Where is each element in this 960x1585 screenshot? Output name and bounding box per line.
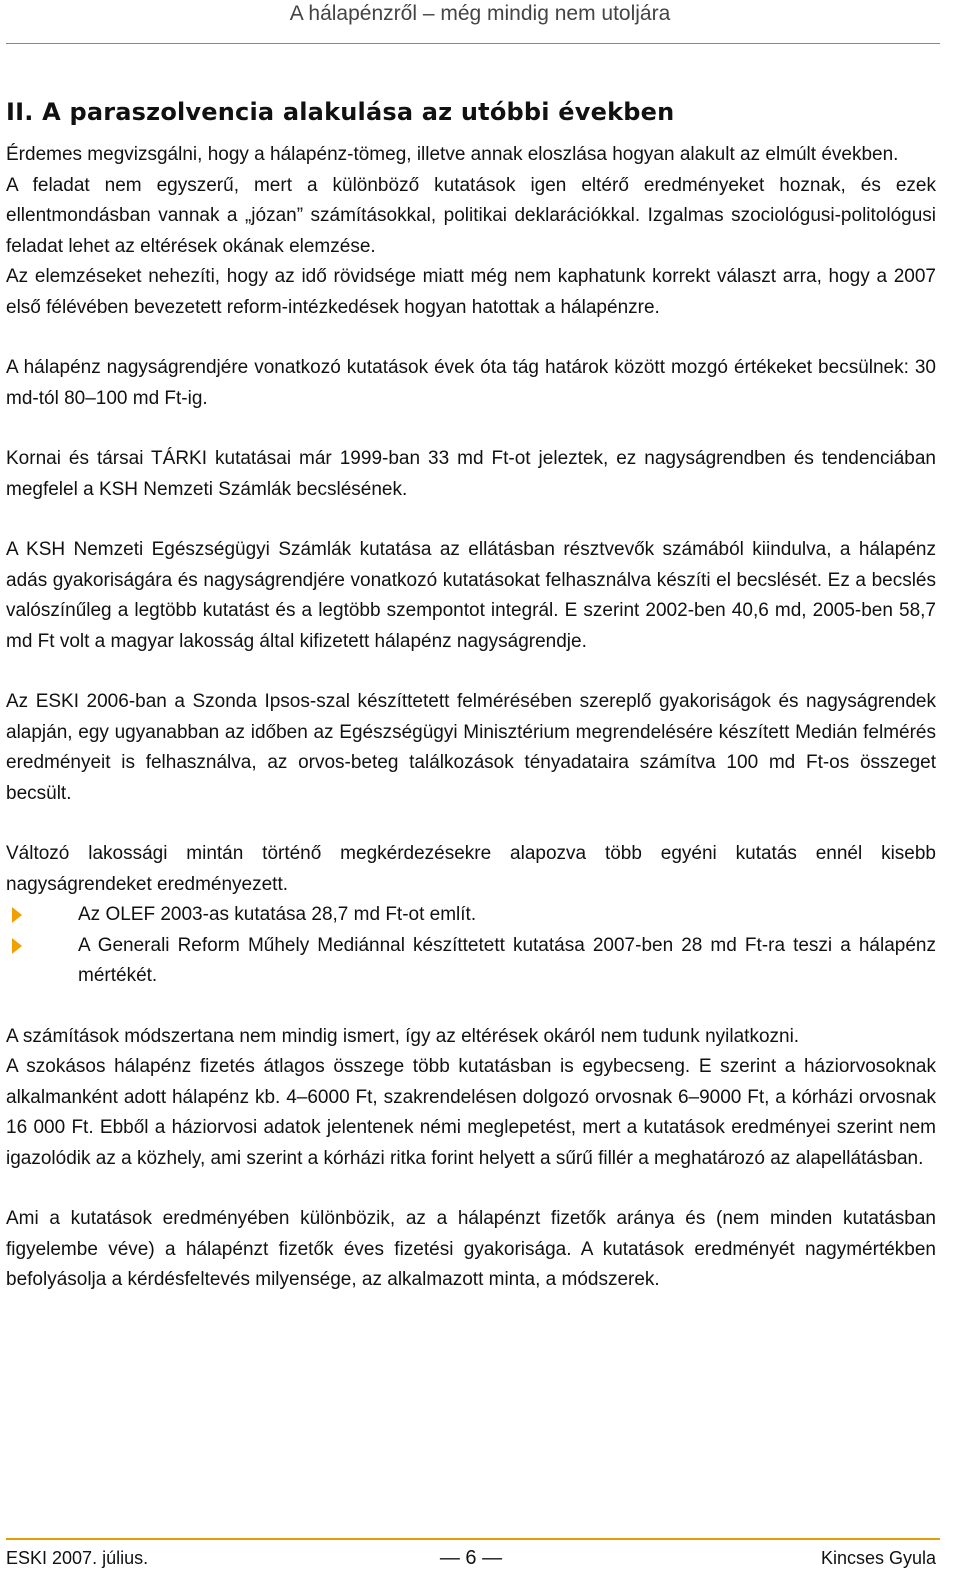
bullet-text: A Generali Reform Műhely Mediánnal készíttetett kutatása 2007-ben 28 md Ft-ra teszi a hálapénz mértékét. [78, 934, 936, 986]
triangle-bullet-icon [12, 907, 22, 923]
paragraph: Érdemes megvizsgálni, hogy a hálapénz-tömeg, illetve annak eloszlása hogyan alakult az elmúlt években. [6, 144, 899, 165]
page-content [6, 92, 936, 1296]
footer-divider [6, 1538, 940, 1540]
page-footer [6, 1544, 936, 1574]
paragraph: Kornai és társai TÁRKI kutatásai már 1999-ban 33 md Ft-ot jeleztek, ez nagyságrendben és tendenciában megfelel a KSH Nemzeti Számlák becslésének. [6, 448, 936, 500]
header-divider [6, 43, 940, 44]
paragraph: A szokásos hálapénz fizetés átlagos összege több kutatásban is egybecseng. E szerint a háziorvosoknak alkalmanként adott hálapénz kb. 4–6000 Ft, szakrendelésen dolgozó orvosnak 6–9000 Ft, a kórházi orvosnak 16 000 Ft. Ebből a háziorvosi adatok jelentenek némi meglepetést, mert a kutatások eredményei szerint nem igazolódik az a közhely, ami szerint a kórházi ritka forint helyett a sűrű fillér a meghatározó az alapellátásban. [6, 1056, 936, 1169]
paragraph: A KSH Nemzeti Egészségügyi Számlák kutatása az ellátásban résztvevők számából kiindulva, a hálapénz adás gyakoriságára és nagyságrendjére vonatkozó kutatásokat felhasználva készíti el becslését. Ez a becslés valószínűleg a legtöbb kutatást és a legtöbb szempontot integrál. E szerint 2002-ben 40,6 md, 2005-ben 58,7 md Ft volt a magyar lakosság által kifizetett hálapénz nagyságrendje. [6, 539, 936, 652]
paragraph: A számítások módszertana nem mindig ismert, így az eltérések okáról nem tudunk nyilatkozni. [6, 1025, 800, 1047]
paragraph: Az elemzéseket nehezíti, hogy az idő rövidsége miatt még nem kaphatunk korrekt választ arra, hogy a 2007 első félévében bevezetett reform-intézkedések hogyan hatottak a hálapénzre. [6, 266, 936, 318]
bullet-list [6, 900, 936, 992]
page-number: — 6 — [439, 1547, 503, 1569]
footer-author: Kincses Gyula [820, 1548, 936, 1568]
triangle-bullet-icon [12, 938, 22, 954]
paragraph: A feladat nem egyszerű, mert a különböző kutatások igen eltérő eredményeket hoznak, és ezek ellentmondásban vannak a „józan” számításokkal, politikai deklarációkkal. Izgalmas szociológusi-politológusi feladat lehet az eltérések okának elemzése. [6, 174, 936, 257]
running-header: A hálapénzről – még mindig nem utoljára [289, 2, 671, 25]
paragraph: A hálapénz nagyságrendjére vonatkozó kutatások évek óta tág határok között mozgó értékeket becsülnek: 30 md-tól 80–100 md Ft-ig. [6, 357, 936, 409]
paragraph: Az ESKI 2006-ban a Szonda Ipsos-szal készíttetett felmérésében szereplő gyakoriságok és nagyságrendek alapján, egy ugyanabban az időben az Egészségügyi Minisztérium megrendelésére készített Medián felmérés eredményeit is felhasználva, az orvos-beteg találkozások tényadataira számítva 100 md Ft-os összeget becsült. [6, 691, 936, 804]
bullet-item [6, 931, 936, 992]
paragraph: Ami a kutatások eredményében különbözik, az a hálapénzt fizetők aránya és (nem minden kutatásban figyelembe véve) a hálapénzt fizetők éves fizetési gyakorisága. A kutatások eredményét nagymértékben befolyásolja a kérdésfeltevés milyensége, az alkalmazott minta, a módszerek. [6, 1208, 936, 1290]
bullet-item [6, 900, 936, 931]
footer-date: ESKI 2007. július. [6, 1548, 149, 1568]
bullet-text: Az OLEF 2003-as kutatása 28,7 md Ft-ot említ. [78, 904, 477, 925]
section-title: II. A paraszolvencia alakulása az utóbbi években [6, 98, 675, 126]
paragraph: Változó lakossági mintán történő megkérdezésekre alapozva több egyéni kutatás ennél kisebb nagyságrendeket eredményezett. [6, 843, 936, 895]
